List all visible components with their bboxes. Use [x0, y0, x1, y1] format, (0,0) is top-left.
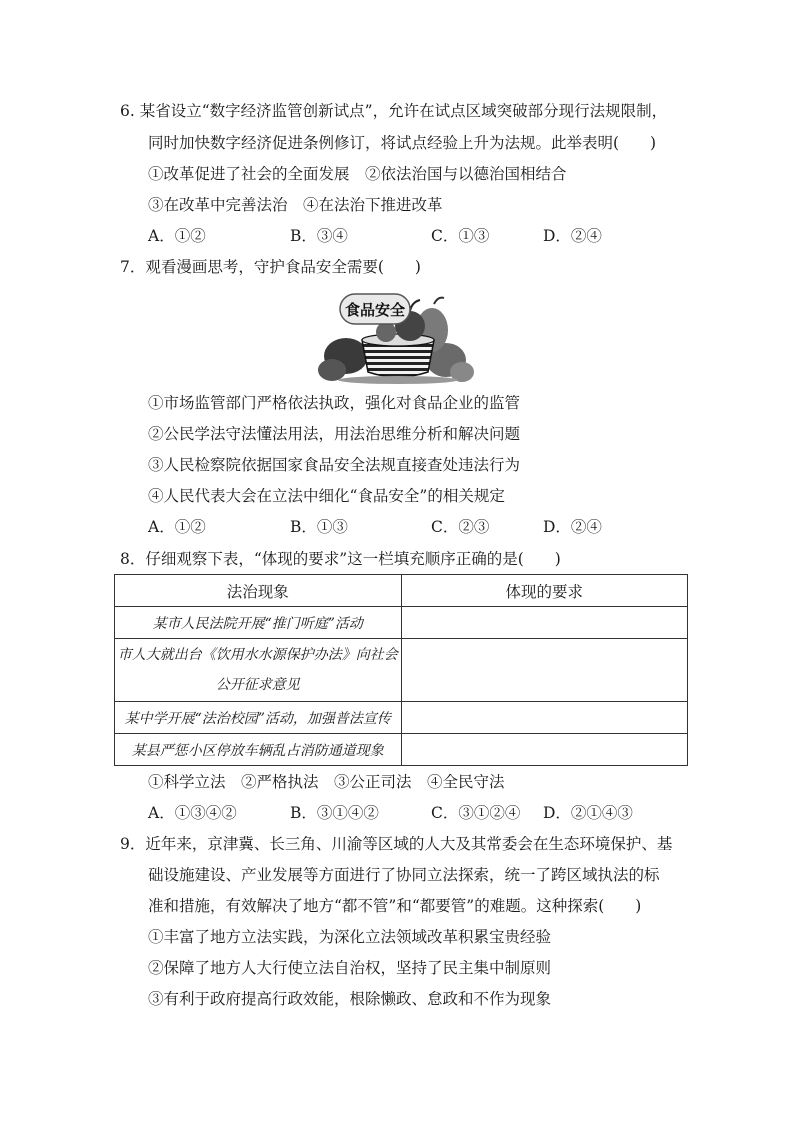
table-cell-line2: 公开征求意见 [215, 677, 300, 693]
q6-item-1-2: ①改革促进了社会的全面发展 ②依法治国与以德治国相结合 [148, 165, 567, 183]
table-cell-requirement [401, 734, 688, 766]
q7-stem: 7．观看漫画思考，守护食品安全需要( ) [120, 258, 421, 276]
q6-option-c: C．①③ [431, 227, 490, 245]
table-cell-requirement [401, 702, 688, 734]
q8-items: ①科学立法 ②严格执法 ③公正司法 ④全民守法 [148, 773, 505, 791]
table-header-phenomenon: 法治现象 [115, 575, 402, 607]
q8-option-a: A．①③④② [148, 804, 237, 822]
q7-option-d: D．②④ [543, 518, 602, 536]
q8-option-b: B．③①④② [290, 804, 379, 822]
q8-option-d: D．②①④③ [543, 804, 633, 822]
q7-option-a: A．①② [148, 518, 206, 536]
q6-option-b: B．③④ [290, 227, 348, 245]
q7-item-4: ④人民代表大会在立法中细化“食品安全”的相关规定 [148, 487, 505, 505]
q6-stem-line1: 6. 某省设立“数字经济监管创新试点”，允许在试点区域突破部分现行法规限制， [120, 102, 668, 120]
food-safety-cartoon [314, 290, 474, 384]
table-row [115, 702, 688, 734]
q7-option-c: C．②③ [431, 518, 490, 536]
table-cell-phenomenon [115, 639, 402, 702]
q7-option-b: B．①③ [290, 518, 348, 536]
food-safety-sign-text: 食品安全 [344, 301, 406, 319]
table-header-requirement: 体现的要求 [401, 575, 688, 607]
table-cell-line1: 市人大就出台《饮用水水源保护办法》向社会 [117, 647, 398, 663]
q9-item-2: ②保障了地方人大行使立法自治权，坚持了民主集中制原则 [148, 959, 552, 977]
q6-stem-line2: 同时加快数字经济促进条例修订，将试点经验上升为法规。此举表明( ) [148, 134, 657, 152]
q8-option-c: C．③①②④ [431, 804, 521, 822]
q9-item-3: ③有利于政府提高行政效能，根除懒政、怠政和不作为现象 [148, 990, 552, 1008]
table-cell-phenomenon: 某市人民法院开展“推门听庭”活动 [115, 607, 402, 639]
table-cell-phenomenon: 某中学开展“法治校园”活动，加强普法宣传 [115, 702, 402, 734]
table-cell-requirement [401, 607, 688, 639]
q7-item-3: ③人民检察院依据国家食品安全法规直接查处违法行为 [148, 456, 521, 474]
table-row [115, 734, 688, 766]
q9-stem-line1: 9．近年来，京津冀、长三角、川渝等区域的人大及其常委会在生态环境保护、基 [120, 835, 673, 853]
q7-item-2: ②公民学法守法懂法用法，用法治思维分析和解决问题 [148, 425, 521, 443]
table-cell-requirement [401, 639, 688, 702]
q9-stem-line3: 准和措施，有效解决了地方“都不管”和“都要管”的难题。这种探索( ) [148, 897, 642, 915]
table-row [115, 607, 688, 639]
q6-item-3-4: ③在改革中完善法治 ④在法治下推进改革 [148, 196, 443, 214]
table-cell-phenomenon: 某县严惩小区停放车辆乱占消防通道现象 [115, 734, 402, 766]
q6-option-a: A．①② [148, 227, 206, 245]
q6-option-d: D．②④ [543, 227, 602, 245]
table-row [115, 639, 688, 702]
q9-item-1: ①丰富了地方立法实践，为深化立法领域改革积累宝贵经验 [148, 928, 552, 946]
rule-of-law-table [114, 574, 688, 766]
table-header-row [115, 575, 688, 607]
q7-item-1: ①市场监管部门严格依法执政，强化对食品企业的监管 [148, 394, 521, 412]
q9-stem-line2: 础设施建设、产业发展等方面进行了协同立法探索，统一了跨区域执法的标 [148, 866, 660, 884]
q8-stem: 8．仔细观察下表，“体现的要求”这一栏填充顺序正确的是( ) [120, 550, 561, 568]
